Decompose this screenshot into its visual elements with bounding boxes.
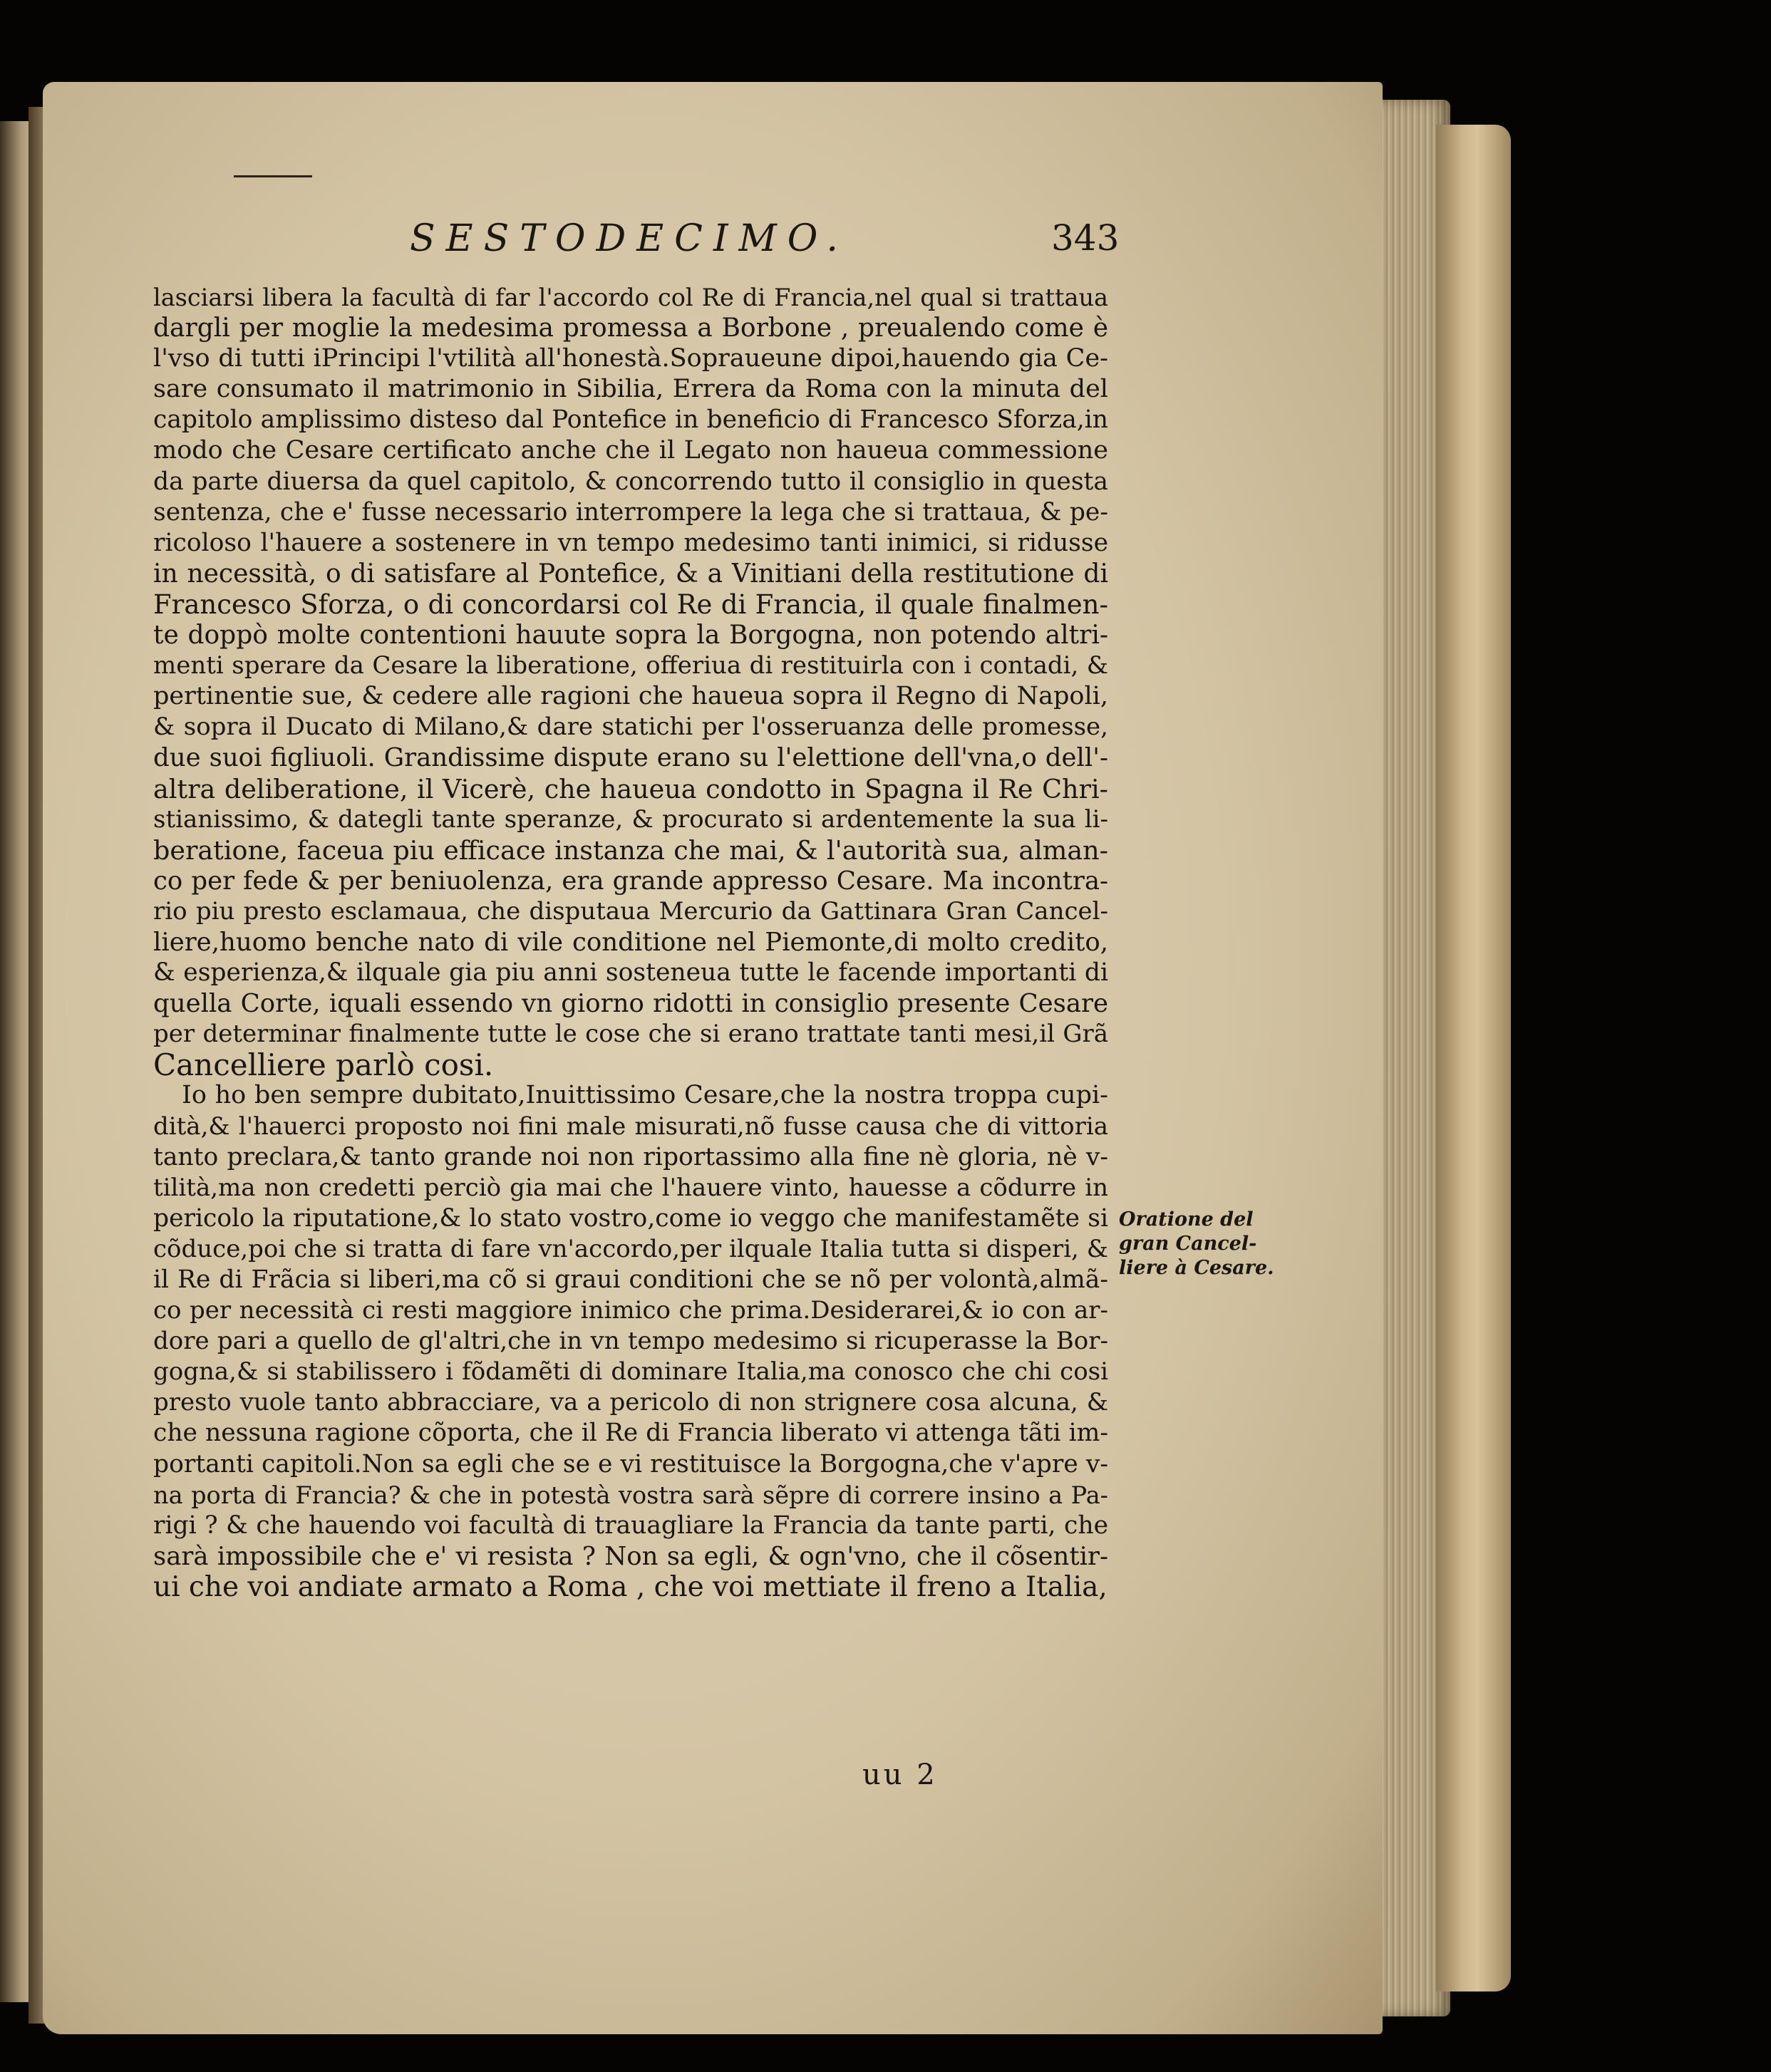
text-line: per determinar finalmente tutte le cose che si erano trattate tanti mesi,il Grã <box>153 1020 1108 1049</box>
vellum-binding <box>1436 125 1511 1991</box>
text-line: modo che Cesare certificato anche che il Legato non haueua commessione <box>153 436 1108 465</box>
text-line: ui che voi andiate armato a Roma , che voi mettiate il freno a Italia, <box>153 1570 1107 1603</box>
text-line: da parte diuersa da quel capitolo, & concorrendo tutto il consiglio in questa <box>153 467 1108 496</box>
text-line: rigi ? & che hauendo voi facultà di trauagliare la Francia da tante parti, che <box>153 1511 1108 1540</box>
text-line: dore pari a quello de gl'altri,che in vn tempo medesimo si ricuperasse la Bor- <box>153 1327 1108 1356</box>
text-line: te doppò molte contentioni hauute sopra la Borgogna, non potendo altri- <box>153 621 1108 651</box>
text-line: lasciarsi libera la facultà di far l'accordo col Re di Francia,nel qual si trattaua <box>153 284 1108 311</box>
text-line: tanto preclara,& tanto grande noi non riportassimo alla fine nè gloria, nè v- <box>153 1142 1108 1171</box>
signature-mark: uu 2 <box>862 1758 938 1791</box>
text-line: altra deliberatione, il Vicerè, che haueua condotto in Spagna il Re Chri- <box>153 773 1108 804</box>
marginal-note-line: Oratione del <box>1119 1208 1254 1231</box>
page-number: 343 <box>1051 217 1120 259</box>
marginal-note <box>1119 1208 1274 1280</box>
running-head: SESTODECIMO. <box>410 217 849 260</box>
text-line: na porta di Francia? & che in potestà vostra sarà sẽpre di correre insino a Pa- <box>153 1481 1108 1509</box>
text-line: & sopra il Ducato di Milano,& dare statichi per l'osseruanza delle promesse, <box>153 713 1108 742</box>
text-line: pertinentie sue, & cedere alle ragioni che haueua sopra il Regno di Napoli, <box>153 682 1108 711</box>
text-line: quella Corte, iquali essendo vn giorno ridotti in consiglio presente Cesare <box>153 989 1108 1019</box>
text-line: ricoloso l'hauere a sostenere in vn tempo medesimo tanti inimici, si ridusse <box>153 528 1108 557</box>
text-line: co per necessità ci resti maggiore inimico che prima.Desiderarei,& io con ar- <box>153 1296 1108 1325</box>
text-line: gogna,& si stabilissero i fõdamẽti di dominare Italia,ma conosco che chi cosi <box>153 1357 1108 1387</box>
text-line: pericolo la riputatione,& lo stato vostro,come io veggo che manifestamẽte si <box>153 1203 1108 1233</box>
text-line: co per fede & per beniuolenza, era grande appresso Cesare. Ma incontra- <box>153 866 1108 896</box>
text-line: portanti capitoli.Non sa egli che se e vi restituisce la Borgogna,che v'apre v- <box>153 1449 1108 1478</box>
text-line: dargli per moglie la medesima promessa a Borbone , preualendo come è <box>153 314 1108 343</box>
text-line: menti sperare da Cesare la liberatione, offeriua di restituirla con i contadi, & <box>153 651 1108 680</box>
marginal-note-line: gran Cancel- <box>1119 1233 1257 1255</box>
text-line: liere,huomo benche nato di vile conditione nel Piemonte,di molto credito, <box>153 927 1108 957</box>
text-line: stianissimo, & dategli tante speranze, & procurato si ardentemente la sua li- <box>153 804 1108 834</box>
body-text <box>153 282 1108 1602</box>
text-line: due suoi figliuoli. Grandissime dispute erano su l'elettione dell'vna,o dell'- <box>153 743 1108 773</box>
text-line: rio piu presto esclamaua, che disputaua Mercurio da Gattinara Gran Cancel- <box>153 896 1108 926</box>
text-line: beratione, faceua piu efficace instanza che mai, & l'autorità sua, alman- <box>153 834 1108 866</box>
text-line: presto vuole tanto abbracciare, va a pericolo di non strignere cosa alcuna, & <box>153 1388 1108 1417</box>
text-line: Io ho ben sempre dubitato,Inuittissimo Cesare,che la nostra troppa cupi- <box>182 1081 1108 1110</box>
text-line: Francesco Sforza, o di concordarsi col Re di Francia, il quale finalmen- <box>153 589 1108 620</box>
text-line: il Re di Frãcia si liberi,ma cõ si graui conditioni che se nõ per volontà,almã- <box>153 1265 1108 1294</box>
text-line: che nessuna ragione cõporta, che il Re di Francia liberato vi attenga tãti im- <box>153 1419 1108 1448</box>
text-line: Cancelliere parlò cosi. <box>153 1047 494 1083</box>
text-line: tilità,ma non credetti perciò gia mai che l'hauere vinto, hauesse a cõdurre in <box>153 1173 1108 1202</box>
text-line: sare consumato il matrimonio in Sibilia, Errera da Roma con la minuta del <box>153 375 1108 404</box>
text-line: cõduce,poi che si tratta di fare vn'accordo,per ilquale Italia tutta si disperi, & <box>153 1234 1108 1263</box>
text-line: capitolo amplissimo disteso dal Pontefice in beneficio di Francesco Sforza,in <box>153 405 1108 435</box>
decorative-rule <box>234 175 312 177</box>
text-line: in necessità, o di satisfare al Pontefice, & a Vinitiani della restitutione di <box>153 559 1108 589</box>
text-line: dità,& l'hauerci proposto noi fini male misurati,nõ fusse causa che di vittoria <box>153 1112 1108 1141</box>
text-line: sentenza, che e' fusse necessario interrompere la lega che si trattaua, & pe- <box>153 497 1108 527</box>
text-line: sarà impossibile che e' vi resista ? Non sa egli, & ogn'vno, che il cõsentir- <box>153 1541 1108 1571</box>
marginal-note-line: liere à Cesare. <box>1119 1257 1274 1279</box>
text-line: & esperienza,& ilquale gia piu anni sosteneua tutte le facende importanti di <box>153 958 1108 988</box>
text-line: l'vso di tutti iPrincipi l'vtilità all'honestà.Sopraueune dipoi,hauendo gia Ce- <box>153 344 1108 373</box>
